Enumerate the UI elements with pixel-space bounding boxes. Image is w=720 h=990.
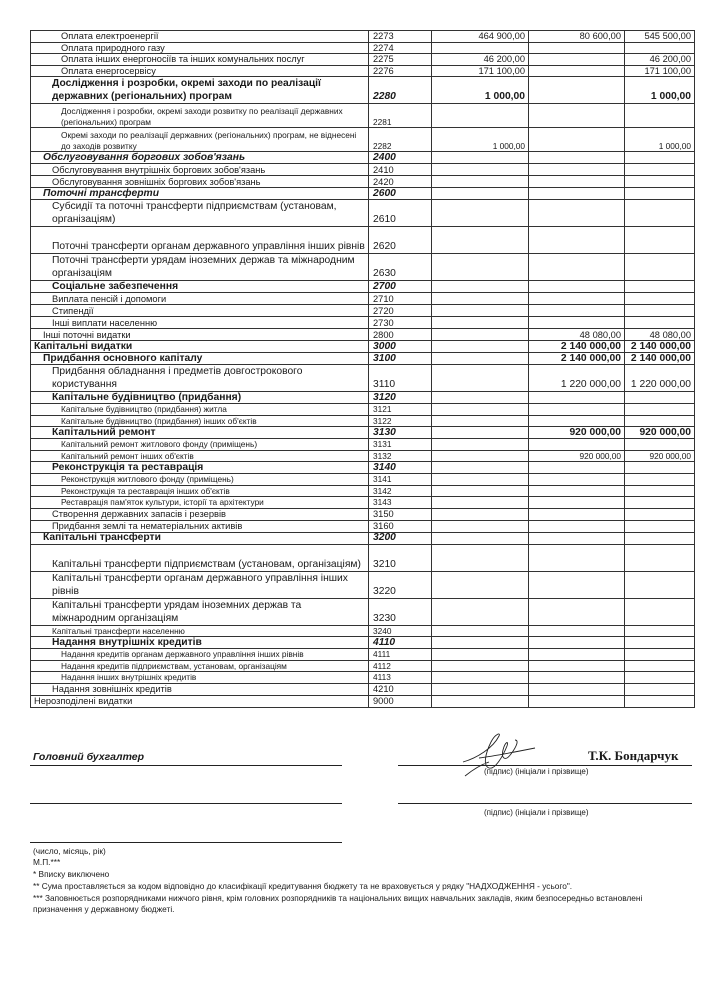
row-value-2: 2 140 000,00: [529, 341, 625, 353]
row-value-3: [625, 683, 695, 695]
table-row: [31, 128, 695, 152]
row-label: Поточні трансферти органам державного управління інших рівнів: [31, 227, 369, 254]
row-code: 3120: [369, 392, 432, 404]
table-row: [31, 293, 695, 305]
row-value-2: [529, 305, 625, 317]
row-value-2: [529, 672, 625, 684]
row-value-1: [432, 532, 529, 544]
row-value-2: [529, 42, 625, 54]
row-value-3: 920 000,00: [625, 427, 695, 439]
row-code: 3121: [369, 404, 432, 416]
row-value-3: 920 000,00: [625, 450, 695, 462]
row-label: Капітальні трансферти населенню: [31, 625, 369, 637]
row-value-2: [529, 128, 625, 152]
row-label: Нерозподілені видатки: [31, 695, 369, 707]
second-signature-line-left: [30, 803, 342, 804]
row-code: 3230: [369, 598, 432, 625]
table-row: [31, 404, 695, 416]
row-label: Оплата інших енергоносіїв та інших комунальних послуг: [31, 54, 369, 66]
table-row: [31, 485, 695, 497]
table-row: [31, 164, 695, 176]
table-row: [31, 474, 695, 486]
row-code: 2281: [369, 104, 432, 128]
table-row: [31, 672, 695, 684]
table-row: [31, 341, 695, 353]
row-value-3: [625, 415, 695, 427]
row-value-3: [625, 649, 695, 661]
row-label: Капітальний ремонт: [31, 427, 369, 439]
row-value-3: 2 140 000,00: [625, 353, 695, 365]
table-row: [31, 695, 695, 707]
row-value-2: [529, 485, 625, 497]
stamp-label: М.П.***: [33, 857, 61, 867]
table-row: [31, 532, 695, 544]
row-value-1: [432, 293, 529, 305]
row-label: Дослідження і розробки, окремі заходи розвитку по реалізації державних (регіональних) програм: [31, 104, 369, 128]
row-code: 3122: [369, 415, 432, 427]
row-label: Інші виплати населенню: [31, 317, 369, 329]
row-value-2: 920 000,00: [529, 427, 625, 439]
row-value-1: 171 100,00: [432, 65, 529, 77]
row-code: 2275: [369, 54, 432, 66]
row-value-2: [529, 104, 625, 128]
signature-caption-1: (підпис) (ініціали і прізвище): [484, 767, 589, 776]
row-value-2: [529, 404, 625, 416]
row-code: 2720: [369, 305, 432, 317]
row-value-1: [432, 42, 529, 54]
row-code: 3240: [369, 625, 432, 637]
table-row: [31, 152, 695, 164]
row-code: 2282: [369, 128, 432, 152]
row-label: Придбання землі та нематеріальних активів: [31, 520, 369, 532]
table-row: [31, 31, 695, 43]
row-value-3: [625, 200, 695, 227]
row-value-3: [625, 544, 695, 571]
row-code: 4110: [369, 637, 432, 649]
table-row: [31, 317, 695, 329]
row-label: Реконструкція житлового фонду (приміщень): [31, 474, 369, 486]
row-label: Інші поточні видатки: [31, 329, 369, 341]
row-value-1: [432, 660, 529, 672]
row-label: Надання зовнішніх кредитів: [31, 683, 369, 695]
row-value-3: 545 500,00: [625, 31, 695, 43]
row-code: 3220: [369, 571, 432, 598]
row-value-1: [432, 254, 529, 281]
table-row: [31, 508, 695, 520]
row-value-3: 48 080,00: [625, 329, 695, 341]
row-value-2: [529, 637, 625, 649]
row-value-1: [432, 508, 529, 520]
table-row: [31, 392, 695, 404]
row-value-2: [529, 462, 625, 474]
table-row: [31, 660, 695, 672]
row-value-3: [625, 176, 695, 188]
row-code: 3110: [369, 365, 432, 392]
row-value-3: [625, 598, 695, 625]
row-value-1: [432, 520, 529, 532]
row-label: Виплата пенсій і допомоги: [31, 293, 369, 305]
row-value-3: [625, 293, 695, 305]
table-row: [31, 462, 695, 474]
row-value-2: [529, 649, 625, 661]
row-value-1: [432, 104, 529, 128]
row-label: Оплата природного газу: [31, 42, 369, 54]
row-label: Стипендії: [31, 305, 369, 317]
row-value-2: [529, 625, 625, 637]
table-row: [31, 176, 695, 188]
row-value-1: [432, 598, 529, 625]
row-label: Капітальні трансферти урядам іноземних держав та міжнародним організаціям: [31, 598, 369, 625]
row-code: 2630: [369, 254, 432, 281]
row-code: 4112: [369, 660, 432, 672]
row-value-3: [625, 462, 695, 474]
row-code: 2600: [369, 188, 432, 200]
chief-accountant-signature-line-left: [30, 765, 342, 766]
row-code: 3200: [369, 532, 432, 544]
row-label: Окремі заходи по реалізації державних (регіональних) програм, не віднесені до заходів розвитку: [31, 128, 369, 152]
row-label: Придбання обладнання і предметів довгострокового користування: [31, 365, 369, 392]
row-label: Капітальні трансферти: [31, 532, 369, 544]
row-value-1: 464 900,00: [432, 31, 529, 43]
row-code: 2730: [369, 317, 432, 329]
row-value-1: [432, 485, 529, 497]
table-row: [31, 77, 695, 104]
row-value-1: [432, 200, 529, 227]
row-value-1: [432, 649, 529, 661]
table-row: [31, 104, 695, 128]
second-signature-line-right: [398, 803, 692, 804]
row-value-2: [529, 497, 625, 509]
row-label: Капітальний ремонт житлового фонду (приміщень): [31, 439, 369, 451]
row-code: 3100: [369, 353, 432, 365]
row-label: Надання інших внутрішніх кредитів: [31, 672, 369, 684]
row-value-3: [625, 508, 695, 520]
row-value-2: [529, 227, 625, 254]
row-code: 2610: [369, 200, 432, 227]
row-value-2: [529, 317, 625, 329]
row-value-1: [432, 281, 529, 293]
row-label: Капітальне будівництво (придбання): [31, 392, 369, 404]
row-value-2: 80 600,00: [529, 31, 625, 43]
row-value-2: 48 080,00: [529, 329, 625, 341]
row-value-2: [529, 77, 625, 104]
row-value-3: [625, 392, 695, 404]
row-value-3: 46 200,00: [625, 54, 695, 66]
table-row: [31, 497, 695, 509]
row-value-2: [529, 164, 625, 176]
row-label: Надання кредитів підприємствам, установам, організаціям: [31, 660, 369, 672]
row-value-1: [432, 450, 529, 462]
table-row: [31, 365, 695, 392]
row-code: 9000: [369, 695, 432, 707]
row-code: 3000: [369, 341, 432, 353]
row-label: Реконструкція та реставрація: [31, 462, 369, 474]
expenditure-table: [30, 30, 695, 708]
table-row: [31, 353, 695, 365]
row-code: 4210: [369, 683, 432, 695]
row-code: 3210: [369, 544, 432, 571]
row-code: 2420: [369, 176, 432, 188]
row-label: Оплата енергосервісу: [31, 65, 369, 77]
row-label: Дослідження і розробки, окремі заходи по реалізації державних (регіональних) програм: [31, 77, 369, 104]
table-row: [31, 649, 695, 661]
row-code: 2620: [369, 227, 432, 254]
row-code: 2273: [369, 31, 432, 43]
table-row: [31, 54, 695, 66]
row-value-2: [529, 571, 625, 598]
table-row: [31, 637, 695, 649]
row-value-1: [432, 188, 529, 200]
row-value-3: [625, 188, 695, 200]
signature-caption-2: (підпис) (ініціали і прізвище): [484, 808, 589, 817]
row-value-2: [529, 660, 625, 672]
table-row: [31, 227, 695, 254]
row-value-2: [529, 54, 625, 66]
date-caption: (число, місяць, рік): [33, 846, 106, 856]
row-label: Обслуговування зовнішніх боргових зобов'язань: [31, 176, 369, 188]
row-value-1: 46 200,00: [432, 54, 529, 66]
row-value-1: [432, 672, 529, 684]
row-code: 2700: [369, 281, 432, 293]
row-value-2: [529, 439, 625, 451]
row-code: 2400: [369, 152, 432, 164]
table-row: [31, 544, 695, 571]
row-value-3: [625, 474, 695, 486]
row-code: 3143: [369, 497, 432, 509]
row-code: 3131: [369, 439, 432, 451]
row-label: Реставрація пам'яток культури, історії та архітектури: [31, 497, 369, 509]
row-label: Оплата електроенергії: [31, 31, 369, 43]
row-code: 4111: [369, 649, 432, 661]
table-row: [31, 281, 695, 293]
row-label: Капітальне будівництво (придбання) інших об'єктів: [31, 415, 369, 427]
footnote-3: *** Заповнюється розпорядниками нижчого рівня, крім головних розпорядників та національних вищих навчальних закладів, яким безпосередньо встановлені призначення у державному бюджеті.: [33, 893, 643, 914]
row-value-1: [432, 571, 529, 598]
row-value-1: [432, 305, 529, 317]
row-value-2: [529, 152, 625, 164]
row-value-1: 1 000,00: [432, 128, 529, 152]
row-code: 3160: [369, 520, 432, 532]
row-code: 2710: [369, 293, 432, 305]
row-label: Придбання основного капіталу: [31, 353, 369, 365]
row-value-3: [625, 571, 695, 598]
row-label: Обслуговування внутрішніх боргових зобов'язань: [31, 164, 369, 176]
row-value-3: [625, 695, 695, 707]
row-value-3: 1 220 000,00: [625, 365, 695, 392]
row-value-1: [432, 497, 529, 509]
row-value-2: [529, 415, 625, 427]
row-value-3: [625, 497, 695, 509]
row-value-1: [432, 695, 529, 707]
row-value-3: [625, 485, 695, 497]
row-value-1: [432, 415, 529, 427]
row-code: 2410: [369, 164, 432, 176]
row-value-1: [432, 439, 529, 451]
row-value-2: [529, 695, 625, 707]
table-row: [31, 450, 695, 462]
row-label: Обслуговування боргових зобов'язань: [31, 152, 369, 164]
expenditure-table-body: [31, 31, 695, 708]
footnote-2: ** Сума проставляється за кодом відповідно до класифікації кредитування бюджету та не враховується у рядку "НАДХОДЖЕННЯ - усього".: [33, 881, 573, 891]
row-value-2: [529, 200, 625, 227]
row-value-3: [625, 227, 695, 254]
table-row: [31, 598, 695, 625]
table-row: [31, 65, 695, 77]
row-code: 2276: [369, 65, 432, 77]
table-row: [31, 254, 695, 281]
row-value-3: [625, 532, 695, 544]
row-value-1: [432, 176, 529, 188]
row-value-1: [432, 683, 529, 695]
row-code: 2274: [369, 42, 432, 54]
row-value-2: [529, 188, 625, 200]
row-value-3: 2 140 000,00: [625, 341, 695, 353]
row-value-1: [432, 227, 529, 254]
row-value-2: [529, 254, 625, 281]
row-label: Створення державних запасів і резервів: [31, 508, 369, 520]
row-value-2: [529, 474, 625, 486]
row-value-2: [529, 392, 625, 404]
row-label: Капітальні трансферти органам державного управління інших рівнів: [31, 571, 369, 598]
row-value-3: [625, 317, 695, 329]
row-value-3: [625, 672, 695, 684]
table-row: [31, 427, 695, 439]
row-value-2: [529, 281, 625, 293]
row-code: 3130: [369, 427, 432, 439]
row-value-2: [529, 544, 625, 571]
row-value-1: [432, 625, 529, 637]
table-row: [31, 42, 695, 54]
row-value-1: [432, 341, 529, 353]
row-value-1: [432, 365, 529, 392]
row-code: 3142: [369, 485, 432, 497]
table-row: [31, 683, 695, 695]
row-value-3: [625, 520, 695, 532]
chief-accountant-name: Т.К. Бондарчук: [588, 748, 679, 763]
row-value-3: [625, 254, 695, 281]
row-value-1: [432, 637, 529, 649]
row-label: Капітальний ремонт інших об'єктів: [31, 450, 369, 462]
table-row: [31, 439, 695, 451]
row-value-3: [625, 281, 695, 293]
row-value-2: [529, 293, 625, 305]
row-value-2: [529, 508, 625, 520]
row-value-1: [432, 392, 529, 404]
row-value-2: 1 220 000,00: [529, 365, 625, 392]
row-value-2: [529, 176, 625, 188]
chief-accountant-title: Головний бухгалтер: [33, 751, 145, 763]
row-value-1: [432, 317, 529, 329]
row-code: 3132: [369, 450, 432, 462]
row-value-2: [529, 532, 625, 544]
row-value-1: [432, 544, 529, 571]
row-code: 2280: [369, 77, 432, 104]
row-value-2: [529, 520, 625, 532]
row-value-1: 1 000,00: [432, 77, 529, 104]
row-value-3: [625, 404, 695, 416]
row-label: Субсидії та поточні трансферти підприємствам (установам, організаціям): [31, 200, 369, 227]
row-label: Поточні трансферти: [31, 188, 369, 200]
footnote-1: * Вписку виключено: [33, 869, 110, 879]
row-value-1: [432, 164, 529, 176]
row-value-1: [432, 152, 529, 164]
row-value-3: 1 000,00: [625, 77, 695, 104]
row-label: Капітальне будівництво (придбання) житла: [31, 404, 369, 416]
row-value-2: [529, 683, 625, 695]
chief-accountant-signature-line-right: [398, 765, 692, 766]
row-value-1: [432, 353, 529, 365]
row-label: Надання внутрішніх кредитів: [31, 637, 369, 649]
row-label: Надання кредитів органам державного управління інших рівнів: [31, 649, 369, 661]
row-label: Капітальні трансферти підприємствам (установам, організаціям): [31, 544, 369, 571]
row-value-3: [625, 42, 695, 54]
row-label: Капітальні видатки: [31, 341, 369, 353]
row-value-3: [625, 625, 695, 637]
table-row: [31, 520, 695, 532]
row-value-3: [625, 660, 695, 672]
table-row: [31, 625, 695, 637]
row-value-3: [625, 104, 695, 128]
row-label: Реконструкція та реставрація інших об'єктів: [31, 485, 369, 497]
row-label: Соціальне забезпечення: [31, 281, 369, 293]
row-value-1: [432, 427, 529, 439]
row-value-3: 171 100,00: [625, 65, 695, 77]
row-value-3: [625, 637, 695, 649]
row-value-3: [625, 439, 695, 451]
table-row: [31, 188, 695, 200]
table-row: [31, 305, 695, 317]
date-line: [30, 842, 342, 843]
row-label: Поточні трансферти урядам іноземних держав та міжнародним організаціям: [31, 254, 369, 281]
table-row: [31, 329, 695, 341]
row-value-3: [625, 164, 695, 176]
row-value-1: [432, 462, 529, 474]
row-value-2: [529, 65, 625, 77]
table-row: [31, 415, 695, 427]
row-code: 3141: [369, 474, 432, 486]
row-value-2: 920 000,00: [529, 450, 625, 462]
row-code: 2800: [369, 329, 432, 341]
row-value-3: [625, 152, 695, 164]
row-value-1: [432, 329, 529, 341]
row-code: 4113: [369, 672, 432, 684]
table-row: [31, 571, 695, 598]
row-value-3: [625, 305, 695, 317]
table-row: [31, 200, 695, 227]
row-value-1: [432, 474, 529, 486]
row-value-1: [432, 404, 529, 416]
row-value-2: 2 140 000,00: [529, 353, 625, 365]
row-code: 3140: [369, 462, 432, 474]
row-code: 3150: [369, 508, 432, 520]
row-value-2: [529, 598, 625, 625]
row-value-3: 1 000,00: [625, 128, 695, 152]
